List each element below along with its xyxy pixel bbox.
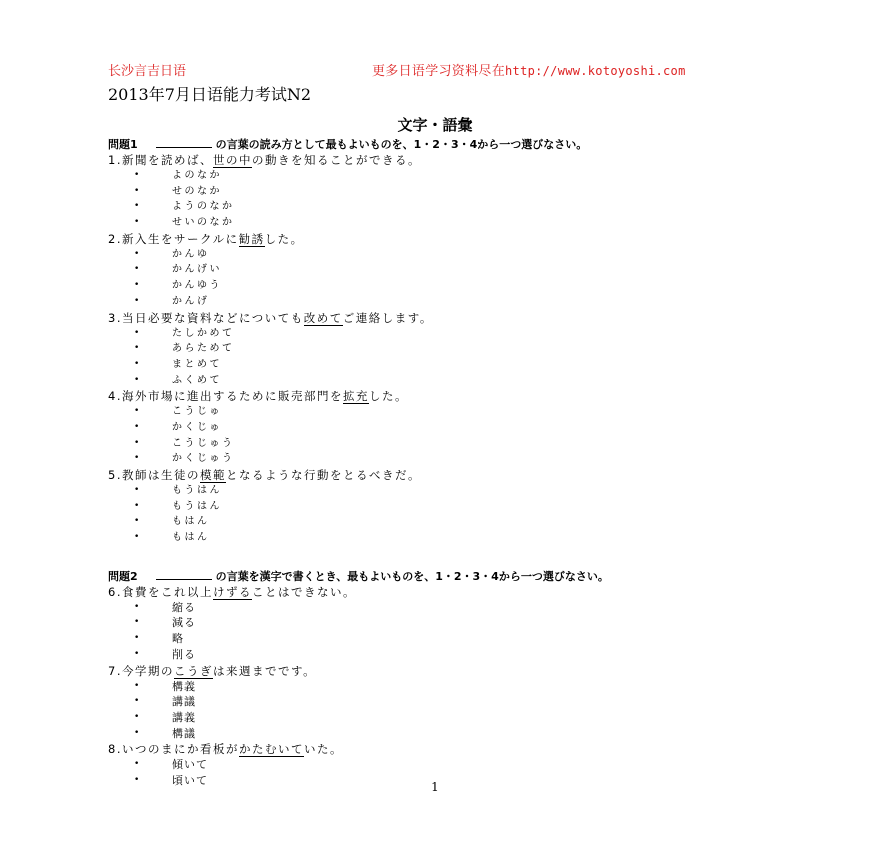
- option-text: 傾いて: [172, 758, 208, 772]
- option-text: かくじゅう: [172, 453, 235, 465]
- answer-option: [108, 647, 768, 663]
- answer-option: [108, 483, 768, 499]
- header-promo-text: 更多日语学习资料尽在: [372, 64, 506, 79]
- mondai-1-label: 問題1: [108, 138, 138, 151]
- answer-option: [108, 278, 768, 294]
- question-number: 1.: [108, 153, 122, 167]
- section-title: 文字・語彙: [397, 116, 473, 134]
- underlined-target: 改めて: [303, 310, 343, 325]
- answer-blank: [156, 568, 212, 580]
- option-text: よのなか: [172, 170, 222, 181]
- option-text: たしかめて: [172, 327, 235, 339]
- answer-option: [108, 215, 768, 231]
- question-text: ご連絡します。: [342, 310, 433, 325]
- option-text: せのなか: [172, 185, 222, 197]
- answer-option: [108, 404, 768, 420]
- question-text: 食費をこれ以上: [121, 584, 213, 599]
- option-text: 削る: [172, 647, 196, 661]
- bullet-icon: •: [134, 248, 140, 259]
- option-text: ようのなか: [172, 201, 235, 213]
- question: [108, 663, 768, 679]
- answer-option: [108, 757, 768, 773]
- question-number: 2.: [108, 231, 122, 246]
- question-number: 6.: [108, 584, 122, 599]
- mondai-2-label: 問題2: [108, 569, 138, 583]
- question: [108, 467, 768, 483]
- bullet-icon: •: [134, 264, 140, 275]
- answer-option: [108, 420, 768, 436]
- option-text: 頃いて: [172, 773, 208, 787]
- answer-option: [108, 436, 768, 452]
- question: [108, 310, 768, 326]
- mondai-2-questions: [108, 584, 768, 789]
- option-text: 減る: [172, 616, 196, 630]
- option-text: もはん: [172, 532, 210, 544]
- answer-option: [108, 615, 768, 631]
- bullet-icon: •: [134, 453, 140, 464]
- bullet-icon: •: [134, 774, 140, 785]
- page-number: 1: [431, 780, 439, 794]
- question-text: いつのまにか看板が: [121, 742, 239, 757]
- bullet-icon: •: [134, 485, 140, 495]
- option-text: かんげい: [172, 264, 222, 276]
- option-text: こうじゅ: [172, 406, 222, 418]
- answer-option: [108, 694, 768, 710]
- bullet-icon: •: [134, 217, 140, 228]
- answer-option: [108, 631, 768, 647]
- bullet-icon: •: [134, 532, 140, 543]
- option-text: 講義: [172, 710, 196, 724]
- bullet-icon: •: [134, 185, 140, 196]
- question-number: 5.: [108, 468, 122, 482]
- question-text: 今学期の: [121, 663, 174, 678]
- bullet-icon: •: [134, 633, 140, 644]
- bullet-icon: •: [134, 327, 140, 338]
- question: [108, 388, 768, 404]
- option-text: 略: [172, 632, 184, 646]
- option-text: もはん: [172, 516, 210, 528]
- answer-option: [108, 341, 768, 357]
- mondai-1-questions: [108, 152, 768, 546]
- bullet-icon: •: [134, 617, 140, 628]
- question-text: 当日必要な資料などについても: [121, 310, 304, 325]
- question-text: は来週までです。: [212, 663, 317, 678]
- option-text: せいのなか: [172, 217, 235, 229]
- question-text: 教師は生徒の: [121, 468, 200, 482]
- bullet-icon: •: [134, 406, 140, 417]
- bullet-icon: •: [134, 759, 140, 770]
- underlined-target: 模範: [199, 468, 226, 482]
- question-text: 海外市場に進出するために販売部門を: [121, 389, 343, 404]
- bullet-icon: •: [134, 680, 140, 691]
- question: [108, 741, 768, 757]
- option-text: あらためて: [172, 343, 235, 355]
- bullet-icon: •: [134, 727, 140, 738]
- bullet-icon: •: [134, 280, 140, 291]
- answer-option: [108, 710, 768, 726]
- underlined-target: けずる: [212, 584, 252, 599]
- answer-option: [108, 294, 768, 310]
- question-text: 新入生をサークルに: [121, 231, 239, 246]
- question-text: いた。: [303, 742, 343, 757]
- exam-body: [108, 136, 768, 789]
- question-number: 7.: [108, 663, 122, 678]
- question-number: 8.: [108, 742, 122, 757]
- bullet-icon: •: [134, 648, 140, 659]
- question-number: 4.: [108, 389, 122, 404]
- bullet-icon: •: [134, 421, 140, 432]
- answer-option: [108, 373, 768, 389]
- option-text: 講議: [172, 695, 196, 709]
- answer-option: [108, 168, 768, 184]
- answer-option: [108, 184, 768, 200]
- bullet-icon: •: [134, 696, 140, 707]
- question: [108, 152, 768, 168]
- bullet-icon: •: [134, 500, 140, 511]
- answer-option: [108, 199, 768, 215]
- option-text: ふくめて: [172, 374, 222, 386]
- underlined-target: 世の中: [212, 153, 252, 167]
- question-text: ことはできない。: [251, 584, 356, 599]
- answer-option: [108, 726, 768, 742]
- answer-option: [108, 679, 768, 695]
- option-text: かくじゅ: [172, 421, 222, 433]
- section-gap: [108, 546, 768, 568]
- answer-option: [108, 357, 768, 373]
- bullet-icon: •: [134, 295, 140, 306]
- header-url-link[interactable]: http://www.kotoyoshi.com: [505, 64, 686, 78]
- answer-option: [108, 262, 768, 278]
- document-title: 2013年7月日语能力考试N2: [108, 85, 312, 104]
- answer-blank: [156, 136, 212, 148]
- bullet-icon: •: [134, 516, 140, 527]
- option-text: まとめて: [172, 358, 222, 370]
- answer-option: [108, 499, 768, 515]
- mondai-1-instruction: の言葉の読み方として最もよいものを、1・2・3・4から一つ選びなさい。: [215, 138, 588, 151]
- bullet-icon: •: [134, 711, 140, 722]
- question-text: した。: [264, 231, 304, 246]
- option-text: 縮る: [172, 600, 196, 614]
- option-text: かんげ: [172, 295, 210, 307]
- question: [108, 584, 768, 600]
- bullet-icon: •: [134, 437, 140, 448]
- bullet-icon: •: [134, 343, 140, 354]
- bullet-icon: •: [134, 374, 140, 385]
- question-text: となるような行動をとるべきだ。: [225, 468, 421, 482]
- option-text: 構議: [172, 726, 196, 740]
- option-text: 構義: [172, 679, 196, 693]
- question-number: 3.: [108, 310, 122, 325]
- mondai-1-heading: [108, 136, 768, 152]
- underlined-target: 拡充: [342, 389, 369, 404]
- answer-option: [108, 451, 768, 467]
- bullet-icon: •: [134, 601, 140, 612]
- mondai-2-heading: [108, 568, 768, 584]
- question-text: した。: [368, 389, 408, 404]
- answer-option: [108, 530, 768, 546]
- answer-option: [108, 326, 768, 342]
- option-text: かんゆ: [172, 248, 210, 260]
- underlined-target: かたむいて: [238, 742, 304, 757]
- mondai-2-instruction: の言葉を漢字で書くとき、最もよいものを、1・2・3・4から一つ選びなさい。: [215, 569, 609, 583]
- option-text: かんゆう: [172, 280, 222, 292]
- option-text: こうじゅう: [172, 437, 235, 449]
- question-text: 新聞を読めば、: [121, 153, 213, 167]
- option-text: もうはん: [172, 485, 222, 496]
- answer-option: [108, 514, 768, 530]
- header-promo: [372, 60, 686, 79]
- answer-option: [108, 600, 768, 616]
- bullet-icon: •: [134, 170, 140, 180]
- underlined-target: 勧誘: [238, 231, 265, 246]
- question-text: の動きを知ることができる。: [251, 153, 421, 167]
- question: [108, 231, 768, 247]
- underlined-target: こうぎ: [173, 663, 213, 678]
- header-school-name: 长沙言吉日语: [108, 64, 187, 79]
- bullet-icon: •: [134, 201, 140, 212]
- option-text: もうはん: [172, 500, 222, 512]
- bullet-icon: •: [134, 358, 140, 369]
- answer-option: [108, 247, 768, 263]
